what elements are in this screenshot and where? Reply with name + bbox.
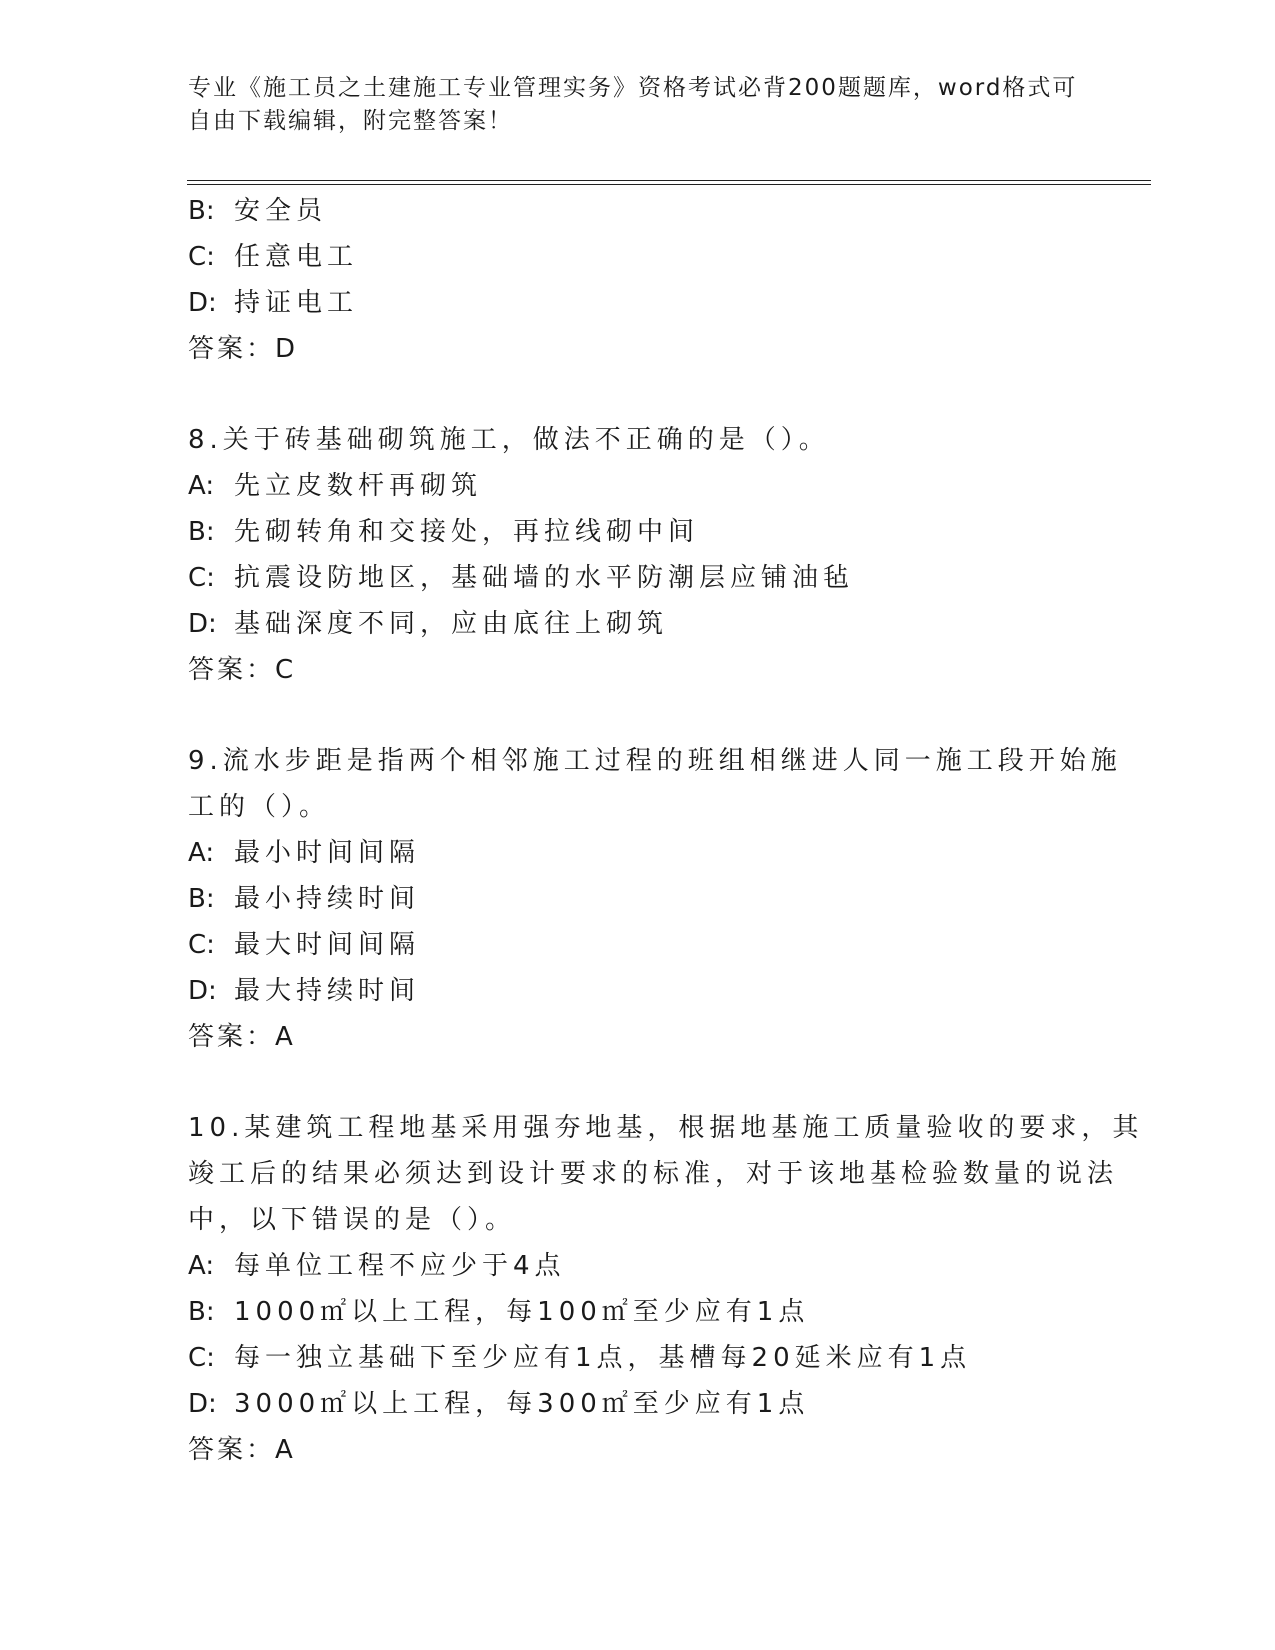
spacer	[188, 693, 1088, 738]
question-content	[188, 188, 1144, 1473]
answer: 答案：D	[188, 334, 299, 364]
spacer	[188, 372, 1088, 417]
question-10	[188, 1105, 1144, 1473]
option-c: C: 最大时间间隔	[188, 930, 421, 960]
header-line-2: 自由下载编辑，附完整答案！	[188, 108, 513, 134]
option-a: A: 先立皮数杆再砌筑	[188, 471, 483, 501]
option-d: D: 最大持续时间	[188, 976, 421, 1006]
header-divider-bottom	[187, 184, 1151, 185]
question-stem-line-1: 9.流水步距是指两个相邻施工过程的班组相继进人同一施工段开始施	[188, 746, 1122, 776]
question-stem-line-3: 中，以下错误的是（）。	[188, 1205, 517, 1235]
answer: 答案：C	[188, 655, 297, 685]
option-c: C: 任意电工	[188, 242, 359, 272]
question-stem-line-1: 10.某建筑工程地基采用强夯地基，根据地基施工质量验收的要求，其	[188, 1113, 1144, 1143]
option-a: A: 最小时间间隔	[188, 838, 421, 868]
option-c: C: 抗震设防地区，基础墙的水平防潮层应铺油毡	[188, 563, 855, 593]
answer: 答案：A	[188, 1022, 296, 1052]
option-c: C: 每一独立基础下至少应有1点，基槽每20延米应有1点	[188, 1343, 972, 1373]
question-stem-line-2: 工的（）。	[188, 792, 331, 822]
option-d: D: 3000㎡以上工程，每300㎡至少应有1点	[188, 1389, 810, 1419]
option-b: B: 安全员	[188, 196, 328, 226]
option-b: B: 最小持续时间	[188, 884, 421, 914]
header-line-1: 专业《施工员之土建施工专业管理实务》资格考试必背200题题库，word格式可	[188, 75, 1078, 101]
question-8	[188, 417, 1088, 693]
option-a: A: 每单位工程不应少于4点	[188, 1251, 566, 1281]
option-d: D: 持证电工	[188, 288, 359, 318]
document-header	[188, 72, 1078, 138]
answer: 答案：A	[188, 1435, 296, 1465]
question-stem: 8.关于砖基础砌筑施工，做法不正确的是（）。	[188, 425, 830, 455]
header-divider-top	[187, 180, 1151, 181]
question-stem-line-2: 竣工后的结果必须达到设计要求的标准，对于该地基检验数量的说法	[188, 1159, 1119, 1189]
option-b: B: 1000㎡以上工程，每100㎡至少应有1点	[188, 1297, 810, 1327]
question-7-tail	[188, 188, 1088, 372]
spacer	[188, 1060, 1088, 1105]
question-9	[188, 738, 1122, 1060]
option-d: D: 基础深度不同，应由底往上砌筑	[188, 609, 669, 639]
option-b: B: 先砌转角和交接处，再拉线砌中间	[188, 517, 700, 547]
